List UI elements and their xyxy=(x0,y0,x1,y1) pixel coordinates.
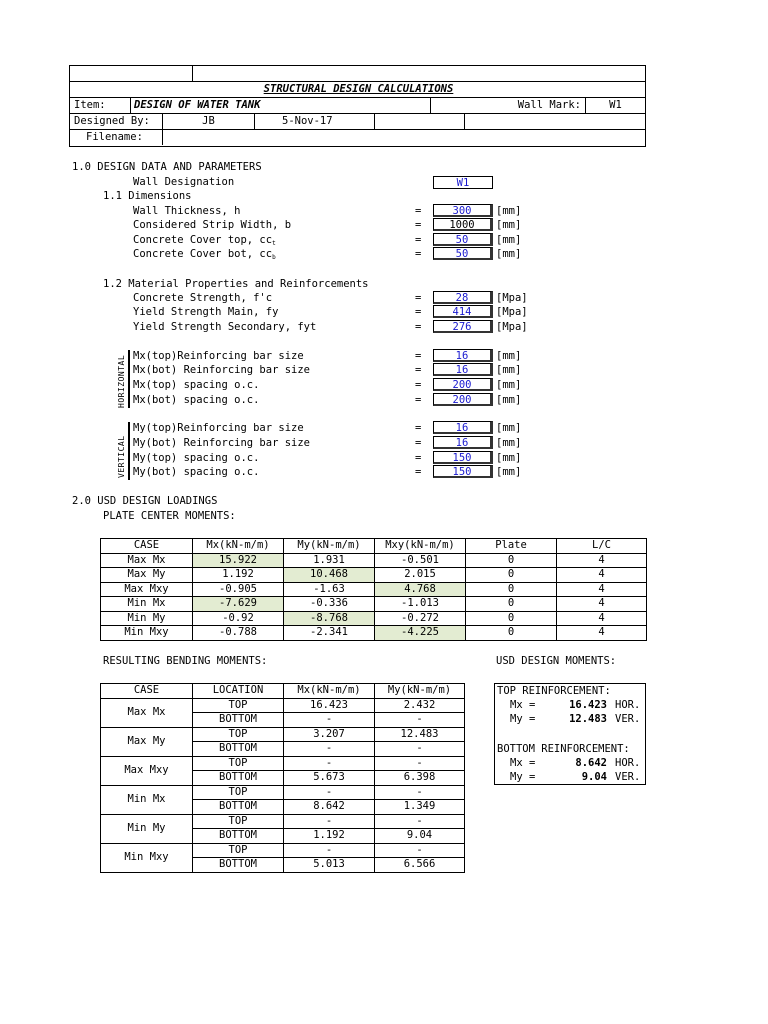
col-header: CASE xyxy=(101,539,193,554)
case-cell: Max My xyxy=(101,727,193,756)
strip-width-unit: [mm] xyxy=(496,219,522,231)
header-item-row xyxy=(70,98,645,114)
table-cell: - xyxy=(375,713,465,728)
fy-input[interactable]: 414 xyxy=(433,305,493,318)
fyt-eq: = xyxy=(415,321,422,333)
header-blank-a xyxy=(374,114,464,129)
table-row xyxy=(101,597,647,612)
table-cell: BOTTOM xyxy=(193,713,284,728)
col-header: Mx(kN-m/m) xyxy=(284,684,375,699)
table-row xyxy=(101,756,465,771)
table-cell: 5.013 xyxy=(284,858,375,873)
dimensions-heading: 1.1 Dimensions xyxy=(103,190,192,202)
section1-heading: 1.0 DESIGN DATA AND PARAMETERS xyxy=(72,161,262,173)
table-cell: BOTTOM xyxy=(193,771,284,786)
table-cell: 4 xyxy=(557,611,647,626)
wall-mark-label: Wall Mark: xyxy=(430,98,585,113)
table-cell: 6.398 xyxy=(375,771,465,786)
table-cell: 1.192 xyxy=(284,829,375,844)
case-cell: Max Mxy xyxy=(101,756,193,785)
section2-heading: 2.0 USD DESIGN LOADINGS xyxy=(72,495,218,507)
table-cell: -1.63 xyxy=(284,582,375,597)
table-cell: 4 xyxy=(557,626,647,641)
table-cell: -0.92 xyxy=(193,611,284,626)
my-top-bar-unit: [mm] xyxy=(496,422,522,434)
col-header: Mx(kN-m/m) xyxy=(193,539,284,554)
table-cell: -0.336 xyxy=(284,597,375,612)
mx-bot-sp-eq: = xyxy=(415,394,422,406)
resulting-moments-table xyxy=(100,683,465,873)
table-cell: -4.225 xyxy=(375,626,466,641)
mx-top-sp-unit: [mm] xyxy=(496,379,522,391)
strip-width-input[interactable]: 1000 xyxy=(433,218,493,231)
table-cell: -0.272 xyxy=(375,611,466,626)
my-bot-bar-eq: = xyxy=(415,437,422,449)
table-cell: - xyxy=(375,742,465,757)
mx-bot-bar-input[interactable]: 16 xyxy=(433,363,493,376)
table-cell: Min Mx xyxy=(101,597,193,612)
table-cell: TOP xyxy=(193,785,284,800)
usd-moments-box xyxy=(494,683,646,785)
materials-heading: 1.2 Material Properties and Reinforcements xyxy=(103,278,369,290)
table-cell: 1.349 xyxy=(375,800,465,815)
mx-bot-bar-label: Mx(bot) Reinforcing bar size xyxy=(133,364,311,376)
mx-top-sp-input[interactable]: 200 xyxy=(433,378,493,391)
mx-top-bar-eq: = xyxy=(415,350,422,362)
case-cell: Min Mx xyxy=(101,785,193,814)
wall-designation-label: Wall Designation xyxy=(133,176,235,188)
mx-bot-sp-label: Mx(bot) spacing o.c. xyxy=(133,394,260,406)
horizontal-group-bar xyxy=(128,350,130,408)
table-cell: TOP xyxy=(193,756,284,771)
header-filename-row xyxy=(70,130,645,146)
my-bot-bar-label: My(bot) Reinforcing bar size xyxy=(133,437,311,449)
cover-bot-label-text: Concrete Cover bot, cc xyxy=(133,248,273,260)
table-row xyxy=(101,727,465,742)
table-cell: - xyxy=(284,785,375,800)
wall-thickness-unit: [mm] xyxy=(496,205,522,217)
wall-mark-value: W1 xyxy=(585,98,645,113)
header-top-row xyxy=(70,66,645,82)
filename-label: Filename: xyxy=(86,131,143,143)
table-cell: 9.04 xyxy=(375,829,465,844)
top-my-dir: VER. xyxy=(615,713,641,725)
my-top-bar-eq: = xyxy=(415,422,422,434)
wall-designation-input[interactable]: W1 xyxy=(433,176,493,189)
table-cell: -7.629 xyxy=(193,597,284,612)
table-cell: 4 xyxy=(557,553,647,568)
table-cell: Max Mxy xyxy=(101,582,193,597)
top-mx-dir: HOR. xyxy=(615,699,641,711)
table-cell: 15.922 xyxy=(193,553,284,568)
bot-mx-value: 8.642 xyxy=(575,757,607,769)
table-cell: Min My xyxy=(101,611,193,626)
designed-by-label: Designed By: xyxy=(74,115,150,127)
bot-my-label: My = xyxy=(510,771,536,783)
table-cell: Max My xyxy=(101,568,193,583)
item-value: DESIGN OF WATER TANK xyxy=(130,98,430,113)
fy-label: Yield Strength Main, fy xyxy=(133,306,279,318)
table-cell: 0 xyxy=(466,597,557,612)
wall-thickness-label: Wall Thickness, h xyxy=(133,205,241,217)
table-cell: Max Mx xyxy=(101,553,193,568)
fc-unit: [Mpa] xyxy=(496,292,528,304)
case-cell: Min Mxy xyxy=(101,843,193,872)
table-cell: 4.768 xyxy=(375,582,466,597)
col-header: My(kN-m/m) xyxy=(375,684,465,699)
table-row xyxy=(101,553,647,568)
designed-by-value: JB xyxy=(162,114,254,129)
my-bot-sp-label: My(bot) spacing o.c. xyxy=(133,466,260,478)
vertical-tag: VERTICAL xyxy=(117,435,126,478)
top-my-label: My = xyxy=(510,713,536,725)
strip-width-eq: = xyxy=(415,219,422,231)
fyt-input[interactable]: 276 xyxy=(433,320,493,333)
fc-eq: = xyxy=(415,292,422,304)
table-cell: 0 xyxy=(466,553,557,568)
table-cell: 10.468 xyxy=(284,568,375,583)
col-header: Mxy(kN-m/m) xyxy=(375,539,466,554)
mx-top-bar-input[interactable]: 16 xyxy=(433,349,493,362)
table-cell: BOTTOM xyxy=(193,829,284,844)
table-cell: - xyxy=(375,756,465,771)
table-row xyxy=(101,582,647,597)
fyt-label: Yield Strength Secondary, fyt xyxy=(133,321,317,333)
header-title-row xyxy=(70,82,645,98)
table-row xyxy=(101,843,465,858)
cover-top-input[interactable]: 50 xyxy=(433,233,493,246)
table-cell: TOP xyxy=(193,698,284,713)
table-cell: -0.788 xyxy=(193,626,284,641)
plate-center-heading: PLATE CENTER MOMENTS: xyxy=(103,510,236,522)
mx-bot-sp-unit: [mm] xyxy=(496,394,522,406)
table-cell: - xyxy=(284,814,375,829)
table-cell: TOP xyxy=(193,843,284,858)
cover-bot-input[interactable]: 50 xyxy=(433,247,493,260)
my-bot-sp-unit: [mm] xyxy=(496,466,522,478)
fy-eq: = xyxy=(415,306,422,318)
top-reinforcement-label: TOP REINFORCEMENT: xyxy=(497,685,611,697)
mx-top-sp-eq: = xyxy=(415,379,422,391)
table-cell: TOP xyxy=(193,814,284,829)
result-table-header xyxy=(101,684,465,699)
table-row xyxy=(101,698,465,713)
table-cell: 0 xyxy=(466,626,557,641)
cover-bot-label xyxy=(133,248,276,261)
table-cell: - xyxy=(375,785,465,800)
cover-top-eq: = xyxy=(415,234,422,246)
my-top-sp-label: My(top) spacing o.c. xyxy=(133,452,260,464)
fc-label: Concrete Strength, f'c xyxy=(133,292,273,304)
table-cell: 12.483 xyxy=(375,727,465,742)
table-row xyxy=(101,814,465,829)
table-row xyxy=(101,626,647,641)
header-designed-row xyxy=(70,114,645,130)
my-top-sp-eq: = xyxy=(415,452,422,464)
my-top-bar-label: My(top)Reinforcing bar size xyxy=(133,422,304,434)
cover-top-unit: [mm] xyxy=(496,234,522,246)
fc-input[interactable]: 28 xyxy=(433,291,493,304)
top-my-value: 12.483 xyxy=(569,713,607,725)
table-cell: 0 xyxy=(466,582,557,597)
mx-bot-bar-eq: = xyxy=(415,364,422,376)
date-value: 5-Nov-17 xyxy=(254,114,374,129)
bottom-reinforcement-label: BOTTOM REINFORCEMENT: xyxy=(497,743,630,755)
table-cell: 2.432 xyxy=(375,698,465,713)
strip-width-label: Considered Strip Width, b xyxy=(133,219,292,231)
table-cell: 1.192 xyxy=(193,568,284,583)
table-cell: 4 xyxy=(557,582,647,597)
page-title: STRUCTURAL DESIGN CALCULATIONS xyxy=(263,83,454,95)
table-cell: BOTTOM xyxy=(193,742,284,757)
mx-bot-sp-input[interactable]: 200 xyxy=(433,393,493,406)
table-cell: 4 xyxy=(557,568,647,583)
plate-moments-table xyxy=(100,538,647,641)
table-cell: 6.566 xyxy=(375,858,465,873)
header-block xyxy=(69,65,646,147)
bot-my-dir: VER. xyxy=(615,771,641,783)
plate-table-header xyxy=(101,539,647,554)
cover-bot-eq: = xyxy=(415,248,422,260)
table-cell: 5.673 xyxy=(284,771,375,786)
table-cell: - xyxy=(375,843,465,858)
usd-heading: USD DESIGN MOMENTS: xyxy=(496,655,617,667)
case-cell: Max Mx xyxy=(101,698,193,727)
table-row xyxy=(101,568,647,583)
mx-bot-bar-unit: [mm] xyxy=(496,364,522,376)
table-cell: 3.207 xyxy=(284,727,375,742)
table-cell: BOTTOM xyxy=(193,858,284,873)
table-cell: -1.013 xyxy=(375,597,466,612)
my-bot-sp-eq: = xyxy=(415,466,422,478)
bot-mx-label: Mx = xyxy=(510,757,536,769)
cover-top-label-text: Concrete Cover top, cc xyxy=(133,234,273,246)
my-top-sp-unit: [mm] xyxy=(496,452,522,464)
header-blank-cell xyxy=(192,66,646,81)
table-cell: - xyxy=(284,843,375,858)
table-cell: - xyxy=(284,742,375,757)
table-cell: BOTTOM xyxy=(193,800,284,815)
my-bot-bar-unit: [mm] xyxy=(496,437,522,449)
table-cell: - xyxy=(284,756,375,771)
header-blank-b xyxy=(464,114,554,129)
vertical-group-bar xyxy=(128,422,130,480)
table-cell: 4 xyxy=(557,597,647,612)
wall-thickness-input[interactable]: 300 xyxy=(433,204,493,217)
top-mx-label: Mx = xyxy=(510,699,536,711)
fyt-unit: [Mpa] xyxy=(496,321,528,333)
table-cell: 1.931 xyxy=(284,553,375,568)
table-cell: -8.768 xyxy=(284,611,375,626)
cover-bot-sub: b xyxy=(272,254,276,261)
table-cell: 0 xyxy=(466,611,557,626)
my-bot-bar-input[interactable]: 16 xyxy=(433,436,493,449)
table-cell: TOP xyxy=(193,727,284,742)
table-cell: 16.423 xyxy=(284,698,375,713)
table-cell: 8.642 xyxy=(284,800,375,815)
my-bot-sp-input[interactable]: 150 xyxy=(433,465,493,478)
resulting-heading: RESULTING BENDING MOMENTS: xyxy=(103,655,268,667)
bot-my-value: 9.04 xyxy=(581,771,607,783)
mx-top-bar-unit: [mm] xyxy=(496,350,522,362)
case-cell: Min My xyxy=(101,814,193,843)
table-cell: 2.015 xyxy=(375,568,466,583)
filename-value xyxy=(162,130,646,145)
my-top-bar-input[interactable]: 16 xyxy=(433,421,493,434)
cover-top-sub: t xyxy=(272,240,276,247)
mx-top-bar-label: Mx(top)Reinforcing bar size xyxy=(133,350,304,362)
table-cell: Min Mxy xyxy=(101,626,193,641)
table-cell: 0 xyxy=(466,568,557,583)
wall-thickness-eq: = xyxy=(415,205,422,217)
cover-top-label xyxy=(133,234,276,247)
table-cell: -2.341 xyxy=(284,626,375,641)
col-header: L/C xyxy=(557,539,647,554)
col-header: My(kN-m/m) xyxy=(284,539,375,554)
cover-bot-unit: [mm] xyxy=(496,248,522,260)
top-mx-value: 16.423 xyxy=(569,699,607,711)
table-cell: - xyxy=(375,814,465,829)
item-label: Item: xyxy=(74,99,106,111)
table-row xyxy=(101,785,465,800)
col-header: Plate xyxy=(466,539,557,554)
my-top-sp-input[interactable]: 150 xyxy=(433,451,493,464)
table-cell: -0.501 xyxy=(375,553,466,568)
table-cell: - xyxy=(284,713,375,728)
bot-mx-dir: HOR. xyxy=(615,757,641,769)
col-header: LOCATION xyxy=(193,684,284,699)
col-header: CASE xyxy=(101,684,193,699)
table-cell: -0.905 xyxy=(193,582,284,597)
table-row xyxy=(101,611,647,626)
mx-top-sp-label: Mx(top) spacing o.c. xyxy=(133,379,260,391)
horizontal-tag: HORIZONTAL xyxy=(117,354,126,408)
fy-unit: [Mpa] xyxy=(496,306,528,318)
